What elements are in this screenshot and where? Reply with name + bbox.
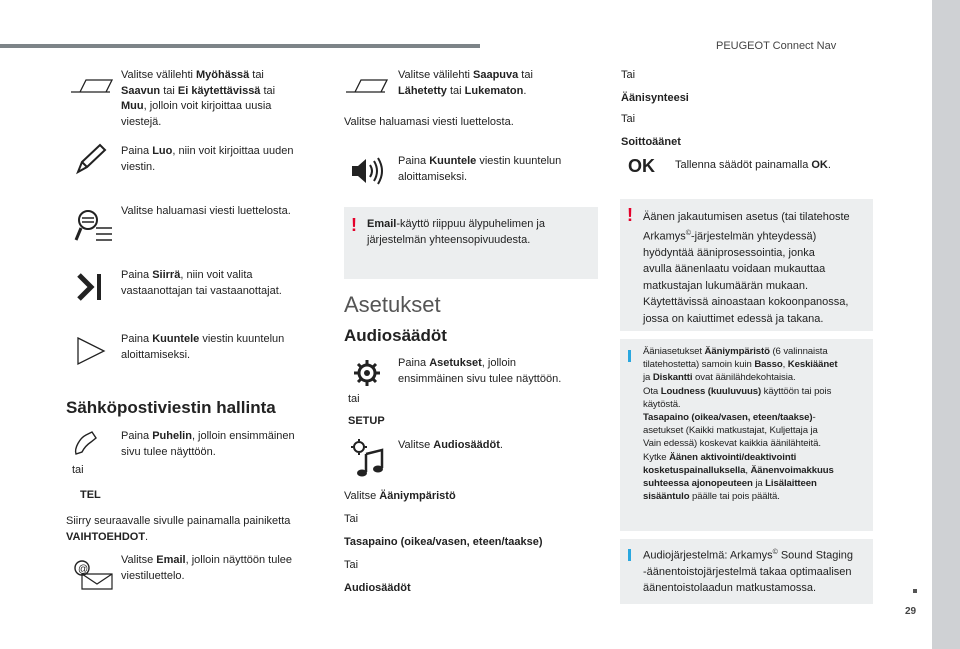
audio-settings-icon [350, 438, 386, 478]
setup-button-label: SETUP [348, 415, 385, 427]
chapter-title: Asetukset [344, 292, 441, 317]
c1-paragraph: Siirry seuraavalle sivulle painamalla painiketta VAIHTOEHDOT. [66, 515, 291, 543]
phone-icon [72, 430, 102, 458]
warning-icon: ! [351, 215, 357, 235]
c3-or-2: Tai [621, 113, 636, 125]
play-icon [76, 336, 106, 366]
c3-option-synthesis: Äänisynteesi [621, 92, 689, 104]
c1-item6-or: tai [72, 464, 84, 476]
svg-text:@: @ [78, 564, 89, 575]
c2-item3-text: Paina Asetukset, jolloin ensimmäinen sivu tulee näyttöön. [398, 357, 562, 385]
info-icon [628, 549, 631, 561]
c1-item4-text: Paina Siirrä, niin voit valita vastaanottajan tai vastaanottajat. [121, 269, 282, 297]
section-heading-email: Sähköpostiviestin hallinta [66, 398, 276, 417]
c2-or-2: Tai [344, 559, 359, 571]
email-note-text: Email-käyttö riippuu älypuhelimen ja järjestelmän yhteensopivuudesta. [367, 218, 545, 246]
c2-paragraph: Valitse haluamasi viesti luettelosta. [344, 116, 514, 128]
c1-item1-text: Valitse välilehti Myöhässä tai Saavun tai Ei käytettävissä tai Muu, jolloin voit kirjoittaa uusia viestejä. [121, 69, 276, 128]
forward-icon [76, 272, 104, 302]
c1-item3-text: Valitse haluamasi viesti luettelosta. [121, 205, 291, 217]
select-list-icon [74, 206, 114, 246]
c1-item5-text: Paina Kuuntele viestin kuuntelun aloittamiseksi. [121, 333, 285, 361]
info-note-text-2: Audiojärjestelmä: Arkamys© Sound Staging -äänentoistojärjestelmä takaa optimaalisen äänentoistolaadun matkustamossa. [643, 549, 854, 594]
info-note-text-1: Ääniasetukset Ääniympäristö (6 valinnaista tilatehostetta) samoin kuin Basso, Keskiäänet ja Diskantti ovat äänilähdekohtaisia. Ota Loudness (kuuluvuus) käyttöön tai pois käytöstä. Tasapaino (oikea/vasen, eteen/taakse)- asetukset (Kaikki matkustajat, Kuljettaja ja Vain edessä) koskevat kaikkia äänilähteitä. Kytke Äänen aktivointi/deaktivointi kosketuspainalluksella, Äänenvoimakkuus suhteessa ajonopeuteen ja Lisälaitteen sisääntulo päälle tai pois päältä. [643, 346, 838, 503]
tab-icon [345, 76, 389, 96]
warning-note-text: Äänen jakautumisen asetus (tai tilatehoste Arkamys©-järjestelmän yhteydessä) hyödyntää ääniprosessointia, jonka avulla äänenlaatu voidaan mukauttaa matkustajan lukumäärän mukaan. Käytettävissä ainoastaan kokoonpanossa, jossa on kaiuttimet edessä ja takana. [643, 211, 850, 325]
speaker-icon [350, 156, 384, 186]
c1-item7-text: Valitse Email, jolloin näyttöön tulee viestiluettelo. [121, 554, 293, 582]
tab-icon [70, 76, 114, 96]
gear-icon [353, 359, 381, 387]
section-heading-audio: Audiosäädöt [344, 326, 447, 345]
header-rule [0, 44, 480, 48]
c3-option-ringtones: Soittoäänet [621, 136, 681, 148]
c3-or-1: Tai [621, 69, 636, 81]
c2-item2-text: Paina Kuuntele viestin kuuntelun aloittamiseksi. [398, 155, 562, 183]
c2-option-balance: Tasapaino (oikea/vasen, eteen/taakse) [344, 536, 543, 548]
c2-item4-text: Valitse Audiosäädöt. [398, 439, 503, 451]
c1-item2-text: Paina Luo, niin voit kirjoittaa uuden viestin. [121, 145, 294, 173]
c1-item6-text: Paina Puhelin, jolloin ensimmäinen sivu tulee näyttöön. [121, 430, 295, 458]
c2-or-1: Tai [344, 513, 359, 525]
pencil-icon [74, 142, 108, 176]
page-edge-bar [932, 0, 960, 649]
c2-option-audio: Audiosäädöt [344, 582, 411, 594]
page-number: 29 [905, 606, 917, 617]
page-marker [913, 589, 917, 593]
c2-item1-text: Valitse välilehti Saapuva tai Lähetetty tai Lukematon. [398, 69, 533, 97]
tel-button-label: TEL [80, 489, 101, 501]
email-icon [72, 558, 114, 590]
running-header: PEUGEOT Connect Nav [716, 40, 837, 52]
c2-select-line: Valitse Ääniympäristö [344, 490, 456, 502]
c3-ok-text: Tallenna säädöt painamalla OK. [675, 159, 831, 171]
c2-item3-or: tai [348, 393, 360, 405]
ok-icon: OK [628, 156, 655, 176]
warning-icon: ! [627, 205, 633, 225]
info-icon [628, 350, 631, 362]
